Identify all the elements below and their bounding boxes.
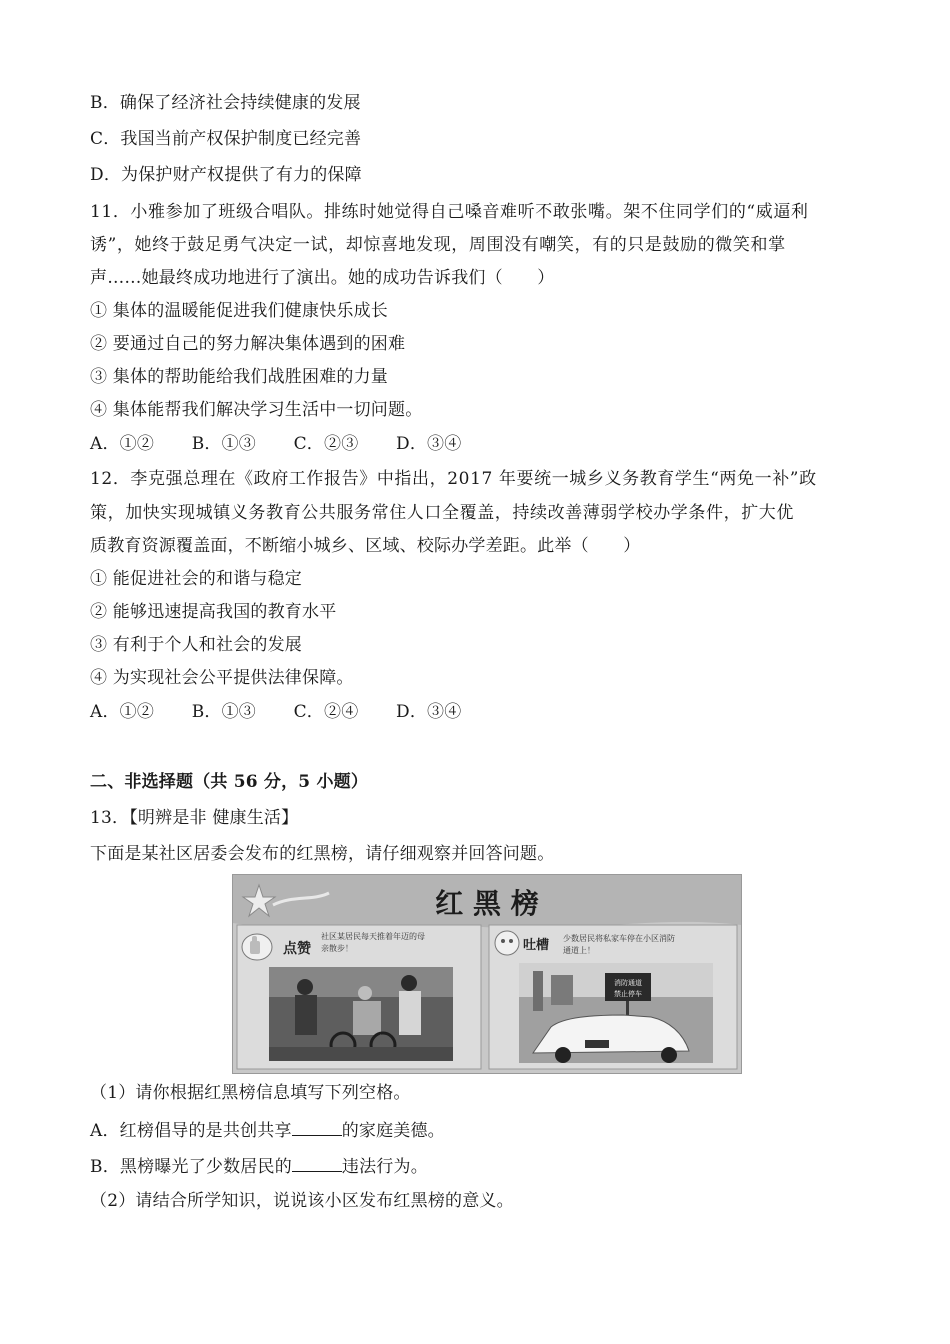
speech-bubble-icon: [495, 931, 519, 955]
praise-photo: [269, 967, 453, 1061]
q11-statement-2: ② 要通过自己的努力解决集体遇到的困难: [90, 334, 406, 354]
praise-label: 点赞: [283, 941, 311, 957]
board-title: 红 黑 榜: [435, 887, 539, 920]
q11-statement-1: ① 集体的温暖能促进我们健康快乐成长: [90, 301, 389, 321]
q13-title: 13．【明辨是非 健康生活】: [90, 808, 299, 828]
q12-statement-2: ② 能够迅速提高我国的教育水平: [90, 602, 337, 622]
answer-blank-a[interactable]: [292, 1118, 342, 1136]
q11-option-b: B．①③: [191, 434, 256, 454]
q11-stem-line-2: 诱”，她终于鼓足勇气决定一试，却惊喜地发现，周围没有嘲笑，有的只是鼓励的微笑和掌: [90, 235, 786, 255]
q11-stem-line-1: 11．小雅参加了班级合唱队。排练时她觉得自己嗓音难听不敢张嘴。架不住同学们的“威逼利: [90, 202, 809, 222]
q13-blank-b-suffix: 违法行为。: [341, 1157, 428, 1177]
q10-option-c: C．我国当前产权保护制度已经完善: [90, 129, 362, 149]
fire-lane-sign-2: 禁止停车: [614, 990, 642, 998]
q11-option-c: C．②③: [293, 434, 359, 454]
q11-option-d: D．③④: [396, 434, 462, 454]
thumbs-up-icon: [242, 934, 272, 960]
q13-blank-b-prefix: B．黑榜曝光了少数居民的: [90, 1157, 292, 1177]
q12-option-b: B．①③: [191, 702, 256, 722]
q10-option-b: B．确保了经济社会持续健康的发展: [90, 93, 361, 113]
q13-blank-a: [90, 1118, 880, 1142]
complain-text-2: 通道上！: [563, 946, 595, 955]
q12-stem-line-3: 质教育资源覆盖面，不断缩小城乡、区域、校际办学差距。此举（ ）: [90, 536, 641, 556]
q11-statement-4: ④ 集体能帮我们解决学习生活中一切问题。: [90, 400, 423, 420]
q11-stem-line-3: 声……她最终成功地进行了演出。她的成功告诉我们（ ）: [90, 268, 555, 288]
q10-option-d: D．为保护财产权提供了有力的保障: [90, 165, 362, 185]
q13-blank-a-prefix: A．红榜倡导的是共创共享: [90, 1121, 292, 1141]
q13-sub-question-2: （2）请结合所学知识，说说该小区发布红黑榜的意义。: [90, 1191, 514, 1211]
q11-options: [90, 433, 880, 455]
complain-label: 吐槽: [523, 938, 550, 953]
q13-blank-a-suffix: 的家庭美德。: [341, 1121, 445, 1141]
complain-text-1: 少数居民将私家车停在小区消防: [563, 934, 675, 943]
fire-lane-sign-1: 消防通道: [614, 979, 642, 987]
q12-stem-line-1: 12．李克强总理在《政府工作报告》中指出，2017 年要统一城乡义务教育学生“两免一补”政: [90, 469, 817, 489]
answer-blank-b[interactable]: [292, 1154, 342, 1172]
q12-option-c: C．②④: [293, 702, 359, 722]
q12-statement-1: ① 能促进社会的和谐与稳定: [90, 569, 303, 589]
q13-sub-question-1: （1）请你根据红黑榜信息填写下列空格。: [90, 1083, 411, 1103]
q12-statement-4: ④ 为实现社会公平提供法律保障。: [90, 668, 354, 688]
q11-option-a: A．①②: [90, 434, 155, 454]
red-black-list-image: [232, 874, 742, 1074]
praise-text-2: 亲散步！: [321, 944, 353, 953]
complain-photo: [519, 963, 713, 1063]
q12-stem-line-2: 策，加快实现城镇义务教育公共服务常住人口全覆盖，持续改善薄弱学校办学条件，扩大优: [90, 503, 794, 523]
q12-statement-3: ③ 有利于个人和社会的发展: [90, 635, 303, 655]
q12-option-d: D．③④: [396, 702, 462, 722]
q13-intro: 下面是某社区居委会发布的红黑榜，请仔细观察并回答问题。: [90, 844, 555, 864]
q12-options: [90, 701, 880, 723]
q12-option-a: A．①②: [90, 702, 155, 722]
praise-text-1: 社区某居民每天推着年迈的母: [321, 932, 425, 941]
q11-statement-3: ③ 集体的帮助能给我们战胜困难的力量: [90, 367, 389, 387]
section-heading: 二、非选择题（共 56 分，5 小题）: [90, 772, 369, 792]
q13-blank-b: [90, 1154, 880, 1178]
